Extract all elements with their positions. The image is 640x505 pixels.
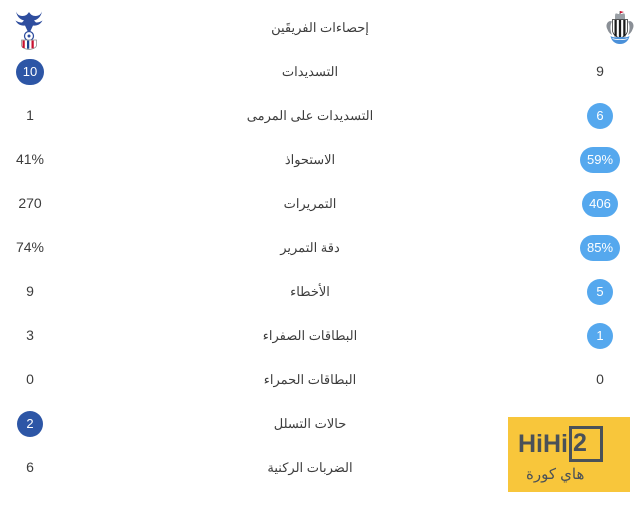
stat-row-red-cards — [0, 358, 640, 402]
stat-row-shots-on-target — [0, 94, 640, 138]
right-value: 5 — [587, 279, 613, 305]
panel-title: إحصاءات الفريقَين — [271, 20, 369, 35]
stat-label: التسديدات — [281, 64, 339, 79]
left-value: 3 — [26, 327, 34, 343]
left-value: 1 — [26, 107, 34, 123]
left-value: 74% — [15, 239, 45, 255]
right-value: 6 — [587, 103, 613, 129]
right-value: 1 — [587, 323, 613, 349]
stat-row-fouls — [0, 270, 640, 314]
stat-label: الضربات الركنية — [267, 460, 353, 475]
stat-label: التسديدات على المرمى — [246, 108, 374, 123]
left-value: 0 — [26, 371, 34, 387]
hihi2-watermark — [508, 417, 630, 492]
stat-row-yellow-cards — [0, 314, 640, 358]
stat-label: حالات التسلل — [273, 416, 347, 431]
stat-row-possession — [0, 138, 640, 182]
left-value: 2 — [17, 411, 43, 437]
stat-row-passes — [0, 182, 640, 226]
stat-label: الأخطاء — [290, 284, 330, 299]
stats-header — [0, 0, 640, 50]
stat-row-pass-accuracy — [0, 226, 640, 270]
newcastle-united-logo — [604, 11, 636, 45]
left-value: 6 — [26, 459, 34, 475]
right-value: 9 — [596, 63, 604, 79]
stat-label: دقة التمرير — [280, 240, 340, 255]
hihi2-subtitle: هاي كورة — [526, 466, 585, 483]
right-value: 59% — [580, 147, 620, 173]
left-value: 9 — [26, 283, 34, 299]
hihi2-brand — [518, 426, 603, 462]
brand-boxed-2: 2 — [569, 426, 603, 462]
right-value: 0 — [596, 371, 604, 387]
stat-row-shots — [0, 50, 640, 94]
left-value: 10 — [16, 59, 44, 85]
right-value: 85% — [580, 235, 620, 261]
left-value: 41% — [15, 151, 45, 167]
right-value: 406 — [582, 191, 618, 217]
left-value: 270 — [18, 195, 42, 211]
stat-label: التمريرات — [283, 196, 337, 211]
stat-label: البطاقات الصفراء — [262, 328, 358, 343]
brand-text: HiHi — [518, 429, 568, 458]
stat-label: البطاقات الحمراء — [263, 372, 357, 387]
stat-label: الاستحواذ — [284, 152, 336, 167]
